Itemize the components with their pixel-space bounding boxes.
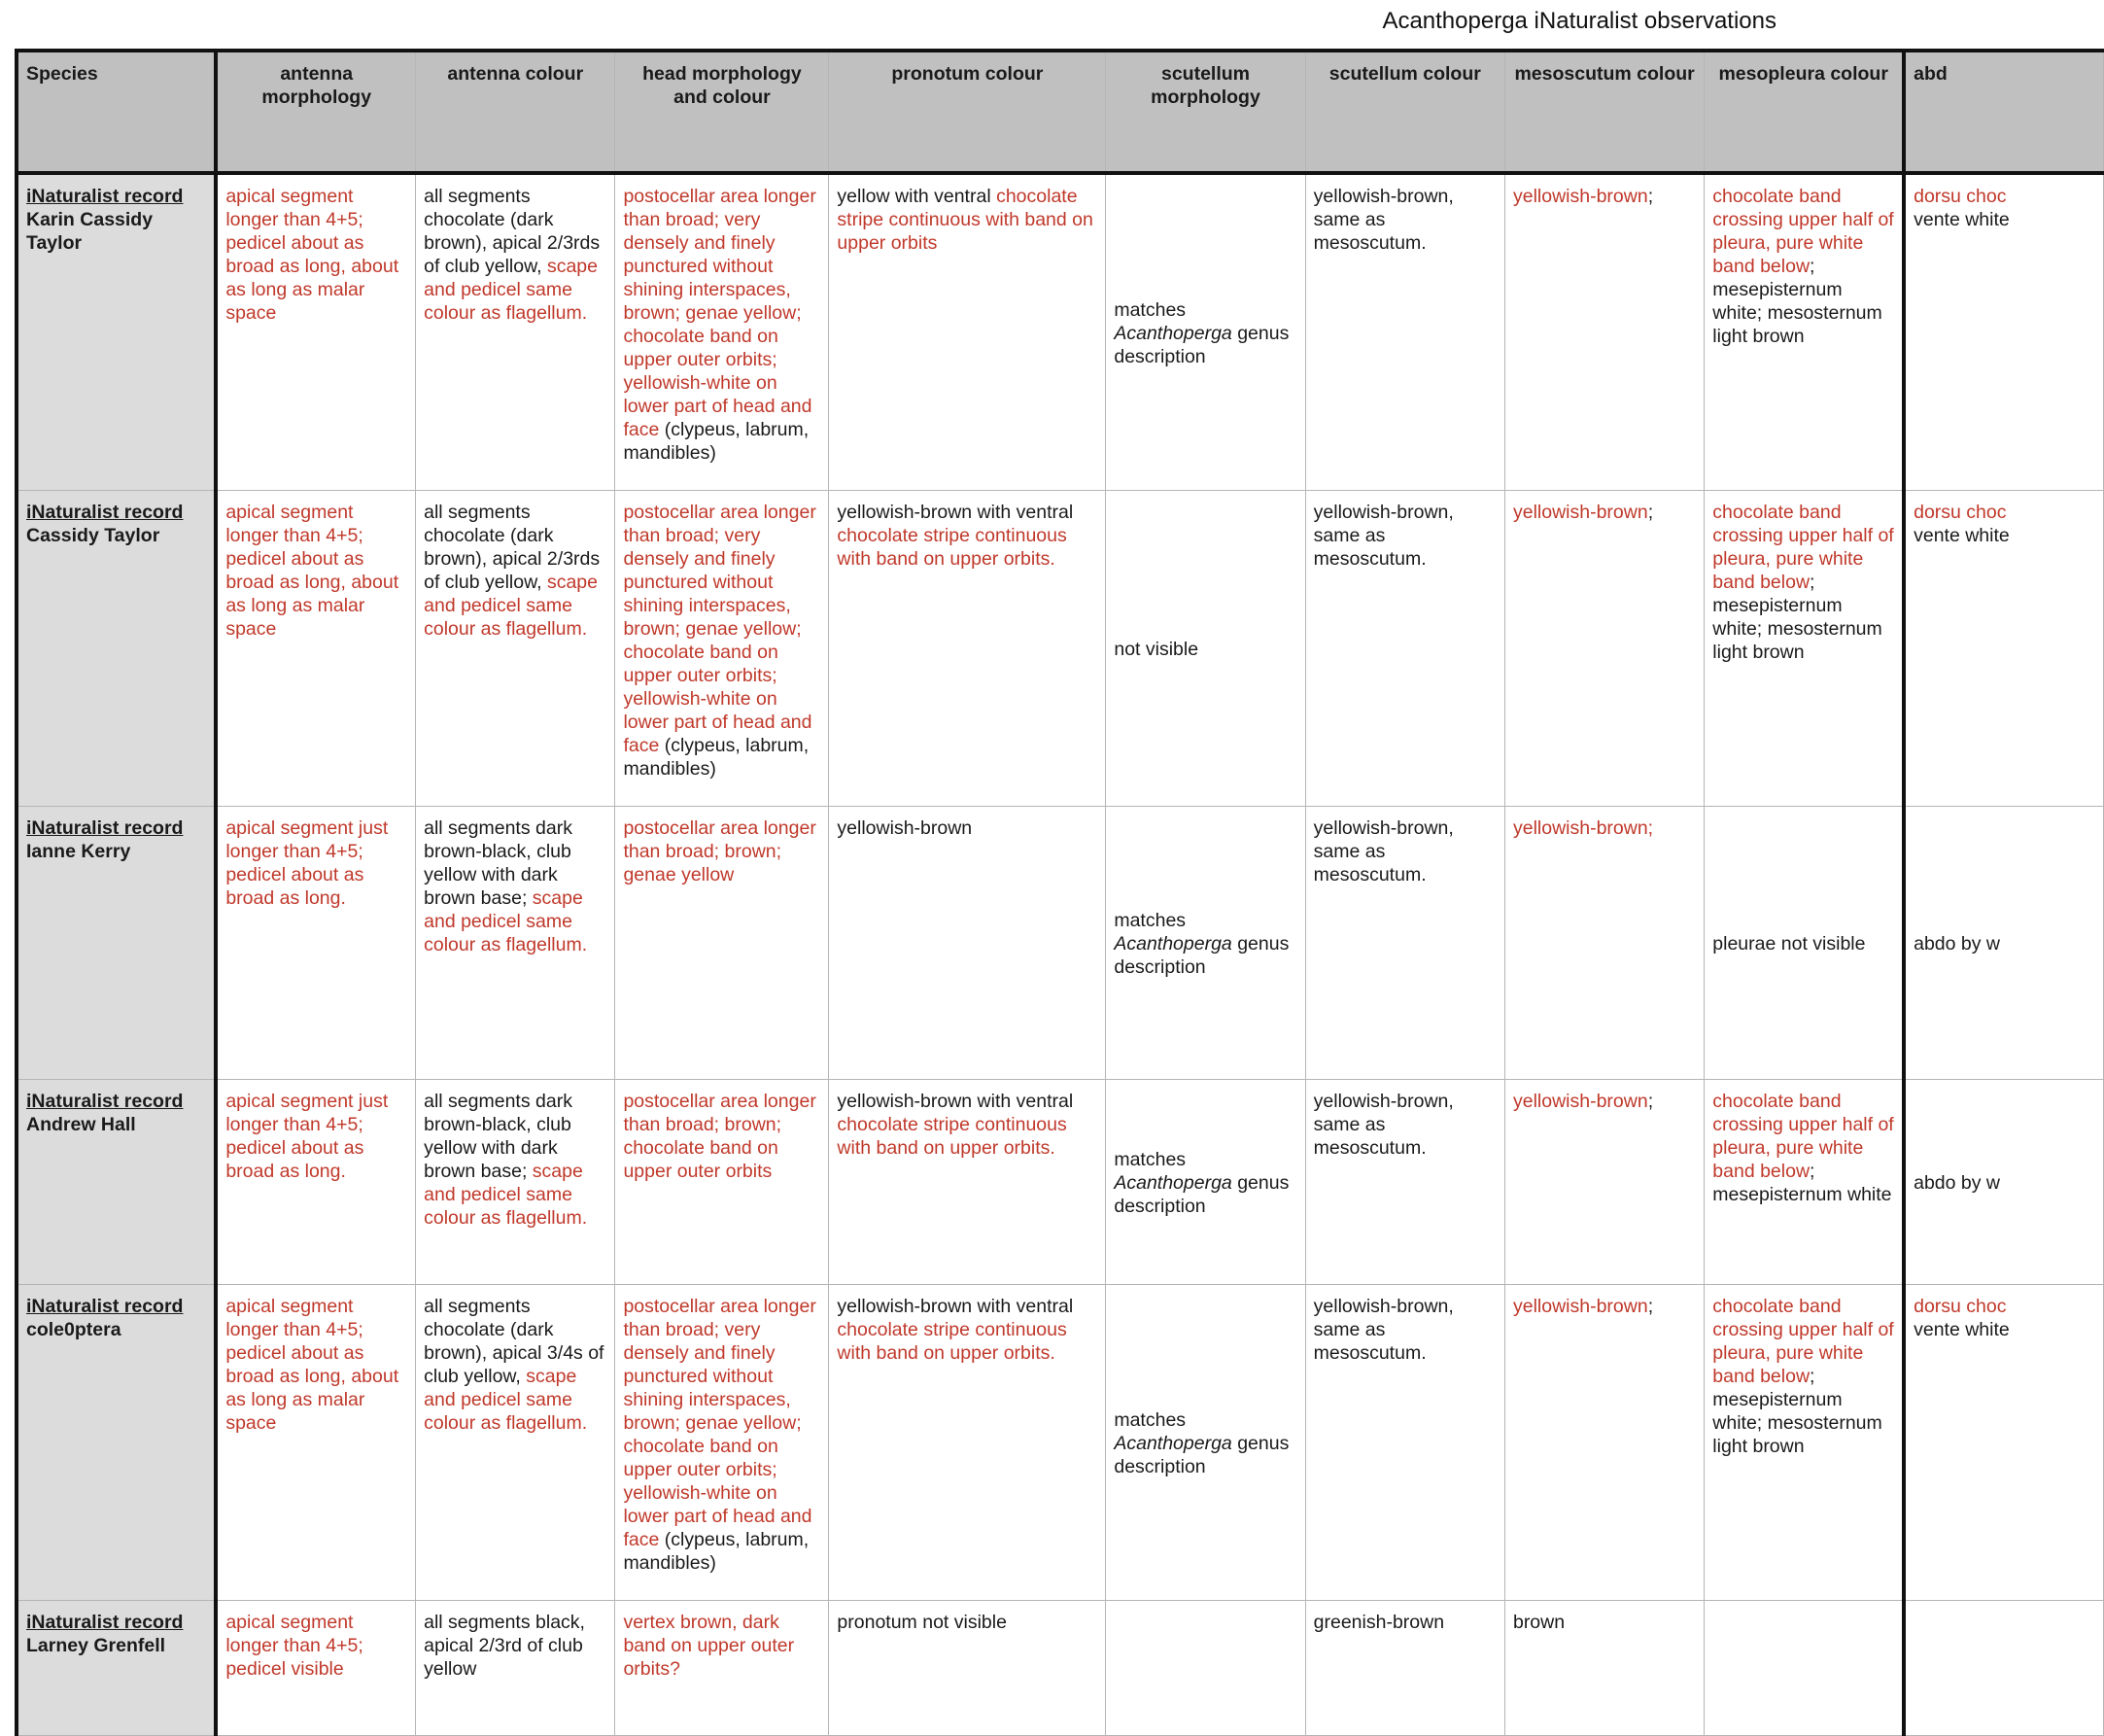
abdomen-cell (1904, 1601, 2103, 1736)
mesopleura-cell (1705, 1601, 1904, 1736)
scutellum-colour-cell: yellowish-brown, same as mesoscutum. (1305, 491, 1504, 807)
abdomen-cell: abdo by w (1904, 1080, 2103, 1285)
scutellum-morphology-cell (1106, 1601, 1305, 1736)
scutellum-colour-cell: greenish-brown (1305, 1601, 1504, 1736)
antenna-morphology-cell: apical segment just longer than 4+5; pedicel about as broad as long. (216, 1080, 415, 1285)
head-cell: postocellar area longer than broad; brown; chocolate band on upper outer orbits (615, 1080, 829, 1285)
abdomen-cell: dorsu choc vente white (1904, 173, 2103, 491)
pronotum-cell: pronotum not visible (829, 1601, 1106, 1736)
antenna-morphology-cell: apical segment longer than 4+5; pedicel about as broad as long, about as long as malar space (216, 173, 415, 491)
mesoscutum-cell: brown (1504, 1601, 1704, 1736)
mesopleura-cell: chocolate band crossing upper half of pleura, pure white band below; mesepisternum white (1705, 1080, 1904, 1285)
mesoscutum-cell: yellowish-brown; (1504, 1080, 1704, 1285)
inaturalist-link[interactable]: iNaturalist record (26, 1091, 184, 1112)
observer-name: Cassidy Taylor (26, 525, 160, 546)
antenna-colour-cell: all segments dark brown-black, club yellow with dark brown base; scape and pedicel same colour as flagellum. (416, 807, 615, 1080)
mesopleura-cell: chocolate band crossing upper half of pleura, pure white band below; mesepisternum white; mesosternum light brown (1705, 173, 1904, 491)
pronotum-cell: yellowish-brown with ventral chocolate stripe continuous with band on upper orbits. (829, 491, 1106, 807)
table-row (17, 1080, 2104, 1285)
species-cell (17, 807, 216, 1080)
antenna-colour-cell: all segments chocolate (dark brown), apical 2/3rds of club yellow, scape and pedicel same colour as flagellum. (416, 491, 615, 807)
inaturalist-link[interactable]: iNaturalist record (26, 186, 184, 207)
page-title: Acanthoperga iNaturalist observations (1382, 8, 1776, 34)
scutellum-colour-cell: yellowish-brown, same as mesoscutum. (1305, 807, 1504, 1080)
observations-table-container[interactable] (15, 49, 2010, 1680)
antenna-colour-cell: all segments dark brown-black, club yellow with dark brown base; scape and pedicel same colour as flagellum. (416, 1080, 615, 1285)
scutellum-colour-cell: yellowish-brown, same as mesoscutum. (1305, 1080, 1504, 1285)
col-header-abdomen: abd (1904, 51, 2103, 173)
col-header-scutellum-morphology: scutellum morphology (1106, 51, 1305, 173)
head-cell: postocellar area longer than broad; very densely and finely punctured without shining interspaces, brown; genae yellow; chocolate band on upper outer orbits; yellowish-white on lower part of head and face (clypeus, labrum, mandibles) (615, 1285, 829, 1601)
mesopleura-cell: pleurae not visible (1705, 807, 1904, 1080)
species-cell (17, 1285, 216, 1601)
pronotum-cell: yellowish-brown with ventral chocolate stripe continuous with band on upper orbits. (829, 1080, 1106, 1285)
col-header-species: Species (17, 51, 216, 173)
table-row (17, 491, 2104, 807)
head-cell: postocellar area longer than broad; very densely and finely punctured without shining interspaces, brown; genae yellow; chocolate band on upper outer orbits; yellowish-white on lower part of head and face (clypeus, labrum, mandibles) (615, 173, 829, 491)
abdomen-cell: abdo by w (1904, 807, 2103, 1080)
inaturalist-link[interactable]: iNaturalist record (26, 817, 184, 839)
observer-name: Ianne Kerry (26, 841, 131, 862)
pronotum-cell: yellowish-brown with ventral chocolate stripe continuous with band on upper orbits. (829, 1285, 1106, 1601)
scutellum-morphology-cell: matches Acanthoperga genus description (1106, 173, 1305, 491)
antenna-morphology-cell: apical segment just longer than 4+5; pedicel about as broad as long. (216, 807, 415, 1080)
mesopleura-cell: chocolate band crossing upper half of pleura, pure white band below; mesepisternum white; mesosternum light brown (1705, 491, 1904, 807)
species-cell (17, 491, 216, 807)
scutellum-morphology-cell: matches Acanthoperga genus description (1106, 1080, 1305, 1285)
scutellum-colour-cell: yellowish-brown, same as mesoscutum. (1305, 173, 1504, 491)
col-header-scutellum-colour: scutellum colour (1305, 51, 1504, 173)
species-cell (17, 1080, 216, 1285)
antenna-colour-cell: all segments chocolate (dark brown), apical 2/3rds of club yellow, scape and pedicel same colour as flagellum. (416, 173, 615, 491)
head-cell: postocellar area longer than broad; very densely and finely punctured without shining interspaces, brown; genae yellow; chocolate band on upper outer orbits; yellowish-white on lower part of head and face (clypeus, labrum, mandibles) (615, 491, 829, 807)
observer-name: cole0ptera (26, 1319, 121, 1340)
abdomen-cell: dorsu choc vente white (1904, 1285, 2103, 1601)
table-row (17, 807, 2104, 1080)
antenna-morphology-cell: apical segment longer than 4+5; pedicel about as broad as long, about as long as malar space (216, 1285, 415, 1601)
mesoscutum-cell: yellowish-brown; (1504, 173, 1704, 491)
inaturalist-link[interactable]: iNaturalist record (26, 502, 184, 523)
species-cell (17, 173, 216, 491)
pronotum-cell: yellowish-brown (829, 807, 1106, 1080)
mesoscutum-cell: yellowish-brown; (1504, 491, 1704, 807)
antenna-morphology-cell: apical segment longer than 4+5; pedicel visible (216, 1601, 415, 1736)
scutellum-morphology-cell: matches Acanthoperga genus description (1106, 807, 1305, 1080)
antenna-colour-cell: all segments black, apical 2/3rd of club yellow (416, 1601, 615, 1736)
observer-name: Karin Cassidy Taylor (26, 209, 154, 254)
inaturalist-link[interactable]: iNaturalist record (26, 1296, 184, 1317)
col-header-mesoscutum: mesoscutum colour (1504, 51, 1704, 173)
table-row (17, 173, 2104, 491)
col-header-mesopleura: mesopleura colour (1705, 51, 1904, 173)
header-row (17, 51, 2104, 173)
observations-table (15, 49, 2104, 1736)
observer-name: Andrew Hall (26, 1114, 136, 1135)
head-cell: vertex brown, dark band on upper outer orbits? (615, 1601, 829, 1736)
species-cell (17, 1601, 216, 1736)
col-header-head: head morphology and colour (615, 51, 829, 173)
antenna-colour-cell: all segments chocolate (dark brown), apical 3/4s of club yellow, scape and pedicel same colour as flagellum. (416, 1285, 615, 1601)
antenna-morphology-cell: apical segment longer than 4+5; pedicel about as broad as long, about as long as malar space (216, 491, 415, 807)
table-row (17, 1285, 2104, 1601)
mesoscutum-cell: yellowish-brown; (1504, 807, 1704, 1080)
table-row (17, 1601, 2104, 1736)
scutellum-morphology-cell: matches Acanthoperga genus description (1106, 1285, 1305, 1601)
col-header-pronotum: pronotum colour (829, 51, 1106, 173)
mesoscutum-cell: yellowish-brown; (1504, 1285, 1704, 1601)
scutellum-morphology-cell: not visible (1106, 491, 1305, 807)
observer-name: Larney Grenfell (26, 1635, 166, 1656)
col-header-antenna-morphology: antenna morphology (216, 51, 415, 173)
mesopleura-cell: chocolate band crossing upper half of pleura, pure white band below; mesepisternum white; mesosternum light brown (1705, 1285, 1904, 1601)
pronotum-cell: yellow with ventral chocolate stripe continuous with band on upper orbits (829, 173, 1106, 491)
scutellum-colour-cell: yellowish-brown, same as mesoscutum. (1305, 1285, 1504, 1601)
abdomen-cell: dorsu choc vente white (1904, 491, 2103, 807)
head-cell: postocellar area longer than broad; brown; genae yellow (615, 807, 829, 1080)
inaturalist-link[interactable]: iNaturalist record (26, 1612, 184, 1633)
col-header-antenna-colour: antenna colour (416, 51, 615, 173)
